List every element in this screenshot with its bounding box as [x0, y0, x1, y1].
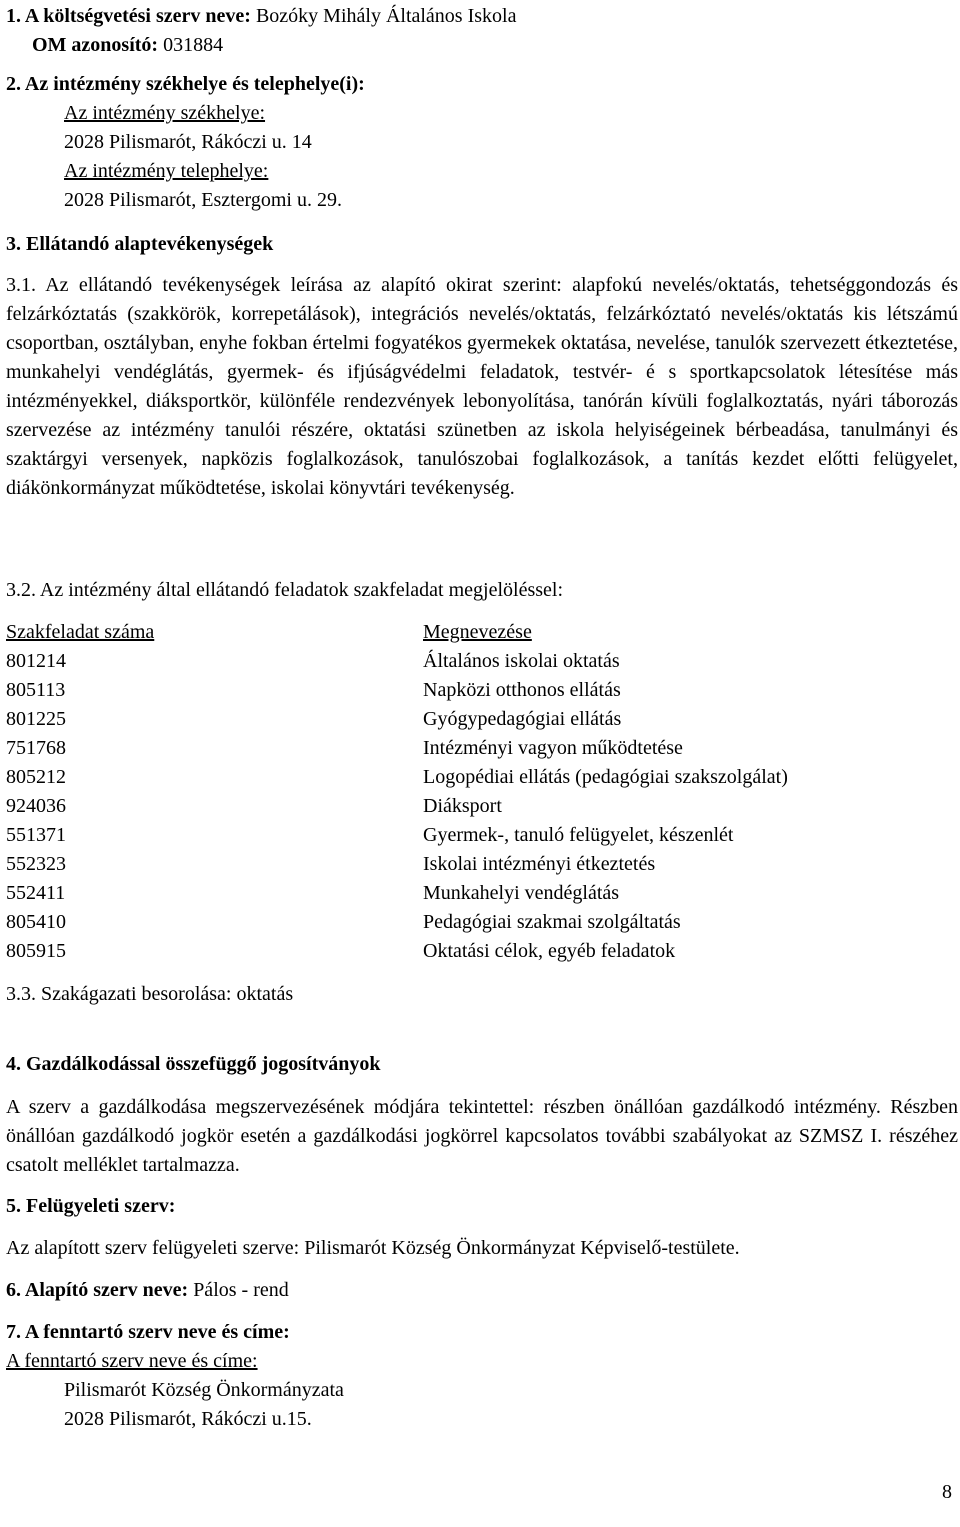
table-header-name: Megnevezése — [423, 621, 532, 643]
site-label: Az intézmény telephelye: — [64, 160, 269, 182]
founder-label: 6. Alapító szerv neve: — [6, 1279, 189, 1301]
maintainer-name: Pilismarót Község Önkormányzata — [64, 1379, 344, 1401]
table-row-name: Munkahelyi vendéglátás — [423, 882, 620, 904]
section-7-heading: 7. A fenntartó szerv neve és címe: — [6, 1321, 290, 1343]
table-row-code: 805915 — [6, 940, 66, 962]
table-row-code: 552411 — [6, 882, 66, 904]
tasks-intro: 3.2. Az intézmény által ellátandó feladatok szakfeladat megjelöléssel: — [6, 579, 564, 601]
site-address: 2028 Pilismarót, Esztergomi u. 29. — [64, 189, 342, 211]
table-row-name: Intézményi vagyon működtetése — [423, 737, 683, 759]
sector-classification: 3.3. Szakágazati besorolása: oktatás — [6, 983, 294, 1005]
institution-name-label: 1. A költségvetési szerv neve: — [6, 5, 251, 27]
table-row-code: 552323 — [6, 853, 66, 875]
table-row-name: Gyermek-, tanuló felügyelet, készenlét — [423, 824, 734, 846]
table-row-code: 805212 — [6, 766, 66, 788]
section-4-heading: 4. Gazdálkodással összefüggő jogosítványok — [6, 1053, 381, 1075]
management-paragraph: A szerv a gazdálkodása megszervezésének módjára tekintettel: részben önállóan gazdálkodó intézmény. Részben önállóan gazdálkodó jogkör esetén a gazdálkodási jogkörrel kapcsolatos további szabályokat az SZMSZ I. részéhez csatolt melléklet tartalmazza. — [6, 1096, 958, 1176]
page-number: 8 — [942, 1481, 952, 1503]
institution-name-line — [6, 4, 516, 28]
om-id-value: 031884 — [158, 34, 224, 56]
table-row-code: 805410 — [6, 911, 66, 933]
section-2-heading: 2. Az intézmény székhelye és telephelye(i): — [6, 73, 365, 95]
founder-line — [6, 1278, 289, 1302]
table-row-name: Iskolai intézményi étkeztetés — [423, 853, 656, 875]
table-row-name: Oktatási célok, egyéb feladatok — [423, 940, 676, 962]
table-row-name: Gyógypedagógiai ellátás — [423, 708, 622, 730]
table-row-code: 801214 — [6, 650, 66, 672]
table-row-code: 805113 — [6, 679, 66, 701]
section-5-heading: 5. Felügyeleti szerv: — [6, 1195, 176, 1217]
table-row-code: 924036 — [6, 795, 66, 817]
table-row-name: Napközi otthonos ellátás — [423, 679, 621, 701]
table-row-name: Általános iskolai oktatás — [423, 650, 620, 672]
institution-name: Bozóky Mihály Általános Iskola — [250, 5, 517, 27]
activities-paragraph: 3.1. Az ellátandó tevékenységek leírása az alapító okirat szerint: alapfokú nevelés/oktatás, tehetséggondozás és felzárkóztatás (szakkörök, korrepetálások), integrációs nevelés/oktatás, felzárkóztató nevelés/oktatás kis létszámú csoportban, osztályban, enyhe fokban értelmi fogyatékos gyermekek oktatása, nevelése, tanulók szervezett étkeztetése, munkahelyi vendéglátás, gyermek- és ifjúságvédelmi feladatok, testvér- é s sportkapcsolatok létesítése más intézményekkel, diáksportkör, különféle rendezvények lebonyolítása, tanórán kívüli foglalkoztatás, nyári táborozás szervezése az intézmény tanulói részére, oktatási szünetben az iskola helyiségeinek bérbeadása, tanulmányi és szaktárgyi versenyek, napközis foglalkozások, tanulószobai foglalkozások, a tanítás kezdet előtti felügyelet, diákönkormányzat működtetése, iskolai könyvtári tevékenység. — [6, 274, 958, 499]
supervisory-body-text: Az alapított szerv felügyeleti szerve: Pilismarót Község Önkormányzat Képviselő-testülete. — [6, 1237, 740, 1259]
om-id-line — [32, 33, 223, 57]
founder-name: Pálos - rend — [188, 1279, 289, 1301]
table-row-code: 801225 — [6, 708, 66, 730]
table-row-name: Pedagógiai szakmai szolgáltatás — [423, 911, 681, 933]
table-row-code: 751768 — [6, 737, 66, 759]
maintainer-address: 2028 Pilismarót, Rákóczi u.15. — [64, 1408, 312, 1430]
table-row-name: Logopédiai ellátás (pedagógiai szakszolgálat) — [423, 766, 788, 788]
table-row-name: Diáksport — [423, 795, 502, 817]
seat-label: Az intézmény székhelye: — [64, 102, 266, 124]
om-id-label: OM azonosító: — [32, 34, 159, 56]
maintainer-label: A fenntartó szerv neve és címe: — [6, 1350, 258, 1372]
table-row-code: 551371 — [6, 824, 66, 846]
section-3-heading: 3. Ellátandó alaptevékenységek — [6, 233, 274, 255]
table-header-code: Szakfeladat száma — [6, 621, 155, 643]
seat-address: 2028 Pilismarót, Rákóczi u. 14 — [64, 131, 312, 153]
